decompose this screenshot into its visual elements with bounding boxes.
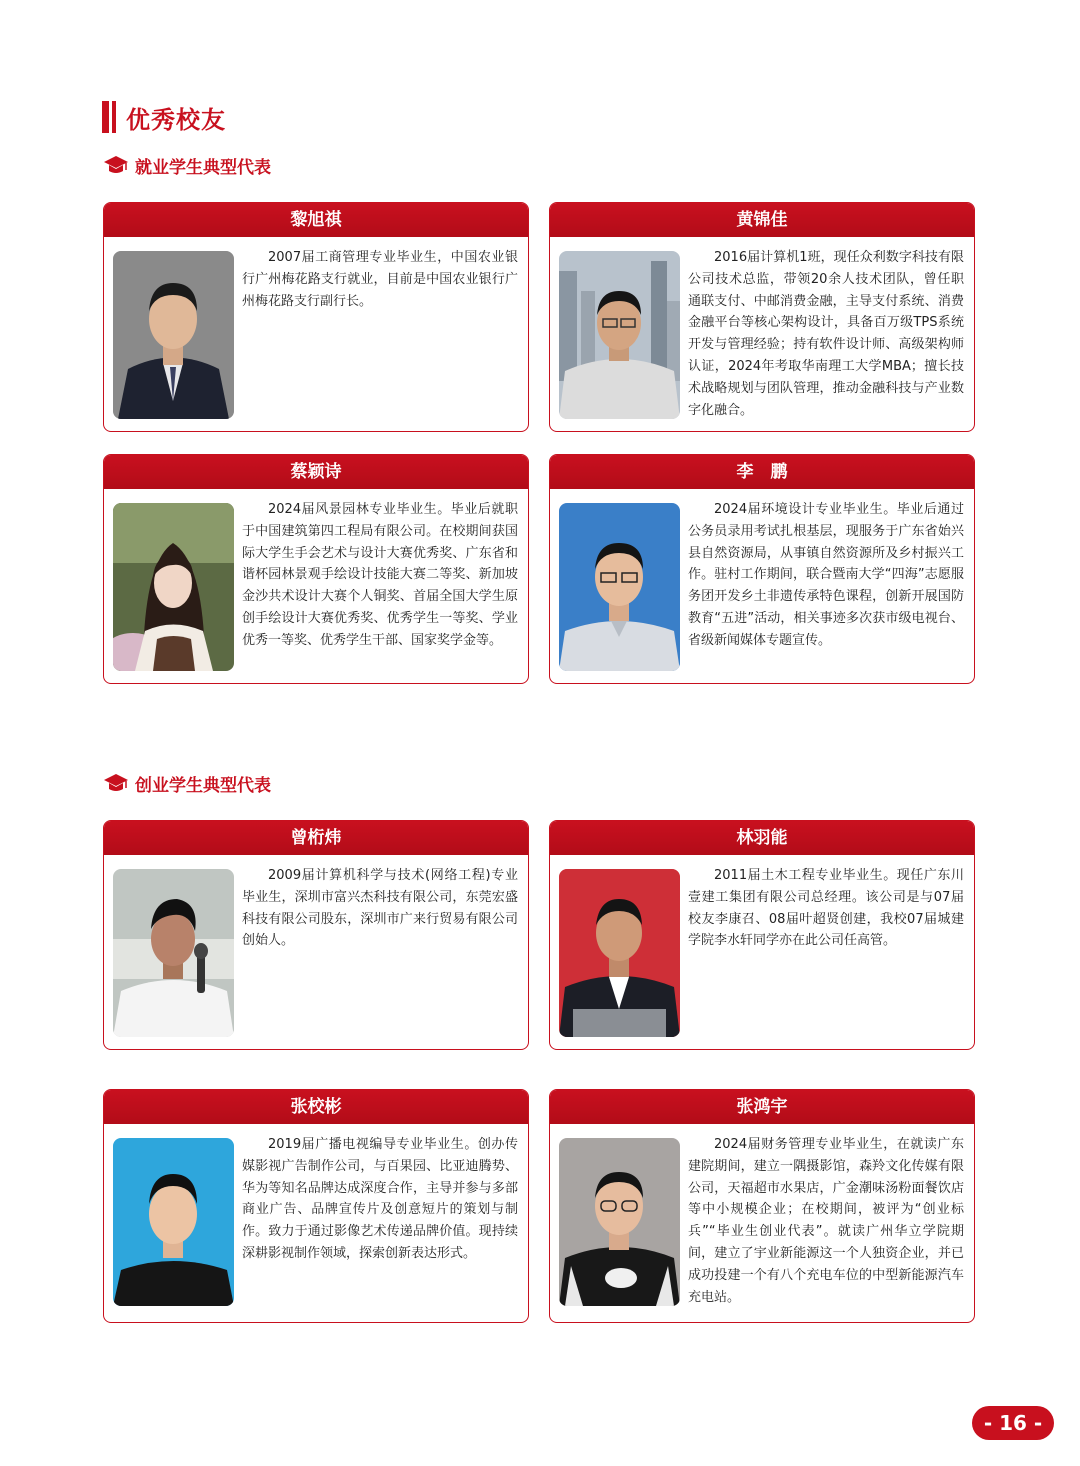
section-title: [102, 100, 226, 134]
alumni-bio: 2024届风景园林专业毕业生。毕业后就职于中国建筑第四工程局有限公司。在校期间获国际大学生手会艺术与设计大赛优秀奖、广东省和谐杯园林景观手绘设计技能大赛二等奖、新加坡金沙共术设计大赛个人铜奖、首届全国大学生原创手绘设计大赛优秀奖、优秀学生一等奖、学业优秀一等奖、优秀学生干部、国家奖学金等。: [242, 502, 518, 648]
page-number: - 16 -: [972, 1406, 1054, 1440]
alumni-card: [103, 454, 529, 684]
alumni-photo: [559, 503, 680, 671]
employment-subtitle-text: 就业学生典型代表: [135, 157, 271, 178]
alumni-card: [549, 454, 975, 684]
alumni-card: [103, 1089, 529, 1323]
employment-subtitle: [103, 152, 271, 178]
alumni-name: 李 鹏: [550, 455, 974, 489]
alumni-bio: 2009届计算机科学与技术(网络工程)专业毕业生，深圳市富兴杰科技有限公司，东莞宏盛科技有限公司股东，深圳市广来行贸易有限公司创始人。: [242, 868, 518, 949]
alumni-bio: 2019届广播电视编导专业毕业生。创办传媒影视广告制作公司，与百果园、比亚迪腾势、华为等知名品牌达成深度合作，主导并参与多部商业广告、品牌宣传片及创意短片的策划与制作。致力于通过影像艺术传递品牌价值。现持续深耕影视制作领域，探索创新表达形式。: [242, 1137, 518, 1261]
alumni-card: [103, 202, 529, 432]
alumni-name: 曾桁炜: [104, 821, 528, 855]
alumni-name: 林羽能: [550, 821, 974, 855]
alumni-bio: 2007届工商管理专业毕业生，中国农业银行广州梅花路支行就业，目前是中国农业银行广州梅花路支行副行长。: [242, 250, 518, 309]
alumni-name: 黄锦佳: [550, 203, 974, 237]
alumni-photo: [113, 869, 234, 1037]
alumni-photo: [559, 1138, 680, 1306]
graduation-cap-icon: [103, 154, 129, 176]
alumni-photo: [559, 251, 680, 419]
alumni-bio: 2024届财务管理专业毕业生，在就读广东建院期间，建立一隅摄影馆，森羚文化传媒有限公司，天福超市水果店，广金潮味汤粉面餐饮店等中小规模企业；在校期间，被评为“创业标兵”“毕业生创业代表”。就读广州华立学院期间，建立了宇业新能源这一个人独资企业，并已成功投建一个有八个充电车位的中型新能源汽车充电站。: [688, 1137, 964, 1305]
alumni-bio: 2024届环境设计专业毕业生。毕业后通过公务员录用考试扎根基层，现服务于广东省始兴县自然资源局，从事镇自然资源所及乡村振兴工作。驻村工作期间，联合暨南大学“四海”志愿服务团开发乡土非遗传承特色课程，创新开展国防教育“五进”活动，相关事迹多次获市级电视台、省级新闻媒体专题宣传。: [688, 502, 964, 648]
alumni-photo: [113, 503, 234, 671]
alumni-name: 张鸿宇: [550, 1090, 974, 1124]
alumni-photo: [113, 251, 234, 419]
alumni-name: 黎旭祺: [104, 203, 528, 237]
entrepreneurship-subtitle: [103, 770, 271, 796]
graduation-cap-icon: [103, 772, 129, 794]
alumni-name: 蔡颖诗: [104, 455, 528, 489]
entrepreneurship-subtitle-text: 创业学生典型代表: [135, 775, 271, 796]
alumni-card: [549, 1089, 975, 1323]
alumni-bio: 2016届计算机1班，现任众利数字科技有限公司技术总监，带领20余人技术团队，曾任职通联支付、中邮消费金融，主导支付系统、消费金融平台等核心架构设计，具备百万级TPS系统开发与管理经验；持有软件设计师、高级架构师认证，2024年考取华南理工大学MBA；擅长技术战略规划与团队管理，推动金融科技与产业数字化融合。: [688, 250, 964, 418]
section-title-text: 优秀校友: [126, 105, 226, 134]
alumni-photo: [113, 1138, 234, 1306]
title-bar-decoration: [102, 101, 116, 133]
alumni-bio: 2011届土木工程专业毕业生。现任广东川壹建工集团有限公司总经理。该公司是与07届校友李康召、08届叶超贤创建，我校07届城建学院李水轩同学亦在此公司任高管。: [688, 868, 964, 949]
alumni-card: [549, 820, 975, 1050]
alumni-card: [549, 202, 975, 432]
alumni-photo: [559, 869, 680, 1037]
alumni-name: 张校彬: [104, 1090, 528, 1124]
alumni-card: [103, 820, 529, 1050]
